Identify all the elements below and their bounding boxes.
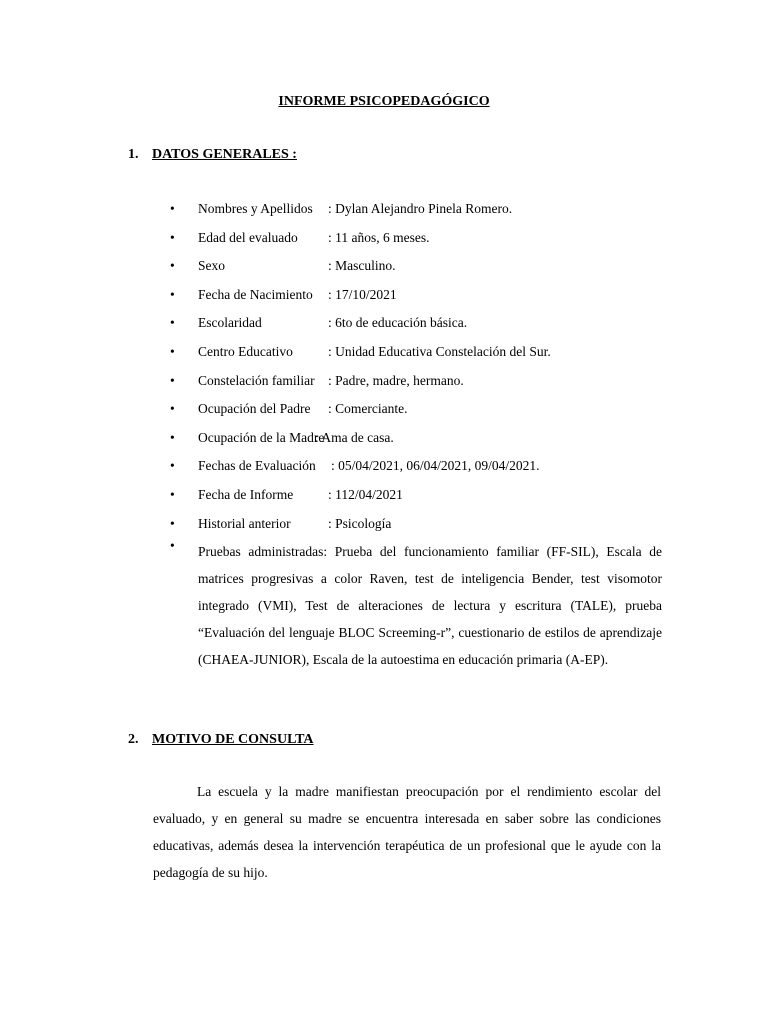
field-value: : Padre, madre, hermano. [328,372,464,388]
field-value: : Dylan Alejandro Pinela Romero. [328,201,513,216]
field-label: Ocupación del Padre [198,401,311,417]
list-item [170,201,662,230]
bullet-icon: • [170,515,175,531]
list-item [170,287,662,316]
field-label: Historial anterior [198,515,291,531]
field-label: Nombres y Apellidos [198,201,313,216]
field-label: Fecha de Informe [198,486,294,502]
field-value: : 05/04/2021, 06/04/2021, 09/04/2021. [331,458,540,474]
field-label: Constelación familiar [198,372,315,388]
field-label: Edad del evaluado [198,229,298,245]
field-value: : Comerciante. [328,401,408,417]
bullet-icon: • [170,343,175,359]
field-value: : Unidad Educativa Constelación del Sur. [328,343,551,359]
field-value: : 17/10/2021 [328,286,397,302]
section-title: DATOS GENERALES : [152,147,297,162]
section-title: MOTIVO DE CONSULTA [152,732,314,747]
list-item [170,458,662,487]
section-heading-motivo-consulta [128,732,314,748]
list-item [170,430,662,459]
field-value: : Ama de casa. [315,429,394,445]
field-value: : 6to de educación básica. [328,315,468,331]
field-label: Fecha de Nacimiento [198,286,313,302]
field-label: Sexo [198,258,225,274]
list-item [170,344,662,373]
section-number: 2. [128,732,139,747]
field-value: : 112/04/2021 [328,486,403,502]
list-item [170,258,662,287]
field-value: : 11 años, 6 meses. [328,229,430,245]
section-heading-datos-generales [128,147,297,163]
bullet-icon: • [170,286,175,302]
list-item-pruebas [170,538,662,673]
field-label: Fechas de Evaluación [198,458,316,474]
bullet-icon: • [170,201,175,216]
list-item [170,230,662,259]
bullet-icon: • [170,486,175,502]
bullet-icon: • [170,401,175,417]
bullet-icon: • [170,458,175,474]
bullet-icon: • [170,258,175,274]
section-number: 1. [128,147,139,162]
bullet-icon: • [170,429,175,445]
bullet-icon: • [170,538,175,554]
list-item [170,315,662,344]
pruebas-text: Pruebas administradas: Prueba del funcionamiento familiar (FF-SIL), Escala de matrices progresivas a color Raven, test de inteligencia Bender, test visomotor integrado (VMI), Test de alteraciones de lectura y escritura (TALE), prueba “Evaluación del lenguaje BLOC Screeming-r”, cuestionario de estilos de aprendizaje (CHAEA-JUNIOR), Escala de la autoestima en educación primaria (A-EP). [198,544,662,668]
list-item [170,401,662,430]
bullet-icon: • [170,372,175,388]
field-value: : Masculino. [328,258,396,274]
bullet-icon: • [170,229,175,245]
field-label: Escolaridad [198,315,262,331]
datos-generales-list [170,201,662,687]
document-title: INFORME PSICOPEDAGÓGICO [278,94,490,109]
bullet-icon: • [170,315,175,331]
list-item [170,487,662,516]
field-label: Ocupación de la Madre [198,429,325,445]
field-label: Centro Educativo [198,343,293,359]
motivo-paragraph: La escuela y la madre manifiestan preocupación por el rendimiento escolar del evaluado, y en general su madre se encuentra interesada en saber sobre las condiciones educativas, además desea la intervención terapéutica de un profesional que le ayude con la pedagogía de su hijo. [153,784,661,880]
list-item [170,373,662,402]
field-value: : Psicología [328,515,392,531]
